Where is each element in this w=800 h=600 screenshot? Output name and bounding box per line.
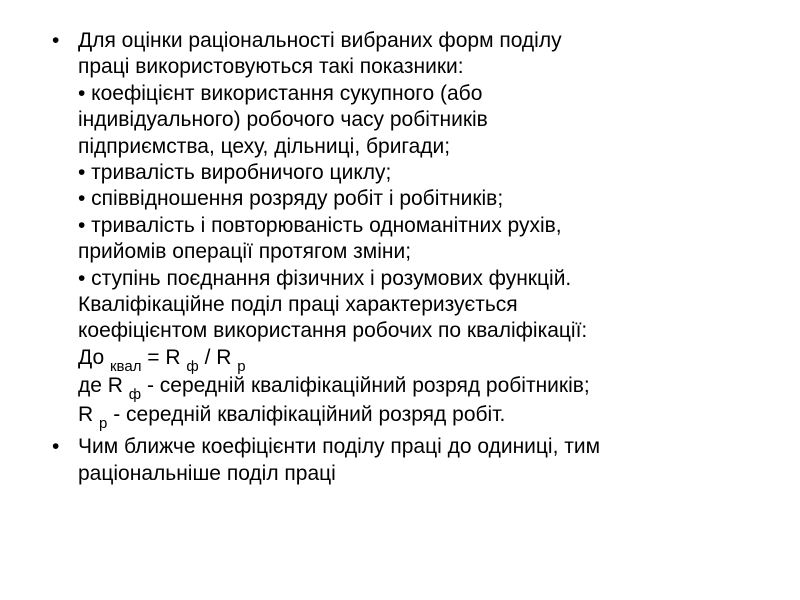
- bullet-marker: •: [52, 29, 60, 52]
- bullet-item-conclusion: [52, 434, 760, 487]
- explanation-text: - середній кваліфікаційний розряд робітників;: [146, 374, 590, 398]
- explanation-subscript: р: [99, 414, 108, 432]
- text-line: Чим ближче коефіцієнти поділу праці до одиниці, тим: [78, 435, 601, 459]
- text-line: підприємства, цеху, дільниці, бригади;: [78, 134, 451, 158]
- bullet-marker: •: [52, 435, 60, 459]
- text-line: праці використовуються такі показники:: [78, 55, 464, 79]
- text-line: • співвідношення розряду робіт і робітників;: [78, 187, 504, 211]
- explanation-prefix: де R: [78, 374, 123, 398]
- explanation-workers: [78, 373, 760, 404]
- explanation-prefix: R: [78, 402, 94, 426]
- text-line: • коефіцієнт використання сукупного (або: [78, 81, 483, 105]
- formula-divide: / R: [204, 345, 232, 369]
- bullet-item-indicators: [52, 28, 760, 430]
- text-line: • тривалість виробничого циклу;: [78, 161, 392, 185]
- text-line: індивідуального) робочого часу робітників: [78, 108, 488, 132]
- text-line: • тривалість і повторюваність одноманітних рухів,: [78, 213, 562, 237]
- text-line: Для оцінки раціональності вибраних форм поділу: [78, 29, 562, 52]
- formula-lhs-subscript: квал: [109, 357, 142, 375]
- formula-lhs: До: [78, 345, 105, 369]
- explanation-works: [78, 402, 760, 430]
- formula: [78, 345, 760, 373]
- text-line: • ступінь поєднання фізичних і розумових функцій.: [78, 266, 572, 290]
- explanation-subscript: ф: [128, 386, 142, 404]
- formula-denominator-subscript: р: [237, 357, 246, 375]
- text-line: коефіцієнтом використання робочих по кваліфікації:: [78, 319, 588, 343]
- formula-numerator-subscript: ф: [186, 357, 199, 375]
- text-line: прийомів операції протягом зміни;: [78, 240, 412, 264]
- formula-equals: = R: [147, 345, 181, 369]
- bullet-list: [52, 28, 760, 487]
- text-line: раціональніше поділ праці: [78, 461, 336, 485]
- explanation-text: - середній кваліфікаційний розряд робіт.: [113, 402, 506, 426]
- text-line: Кваліфікаційне поділ праці характеризується: [78, 293, 518, 317]
